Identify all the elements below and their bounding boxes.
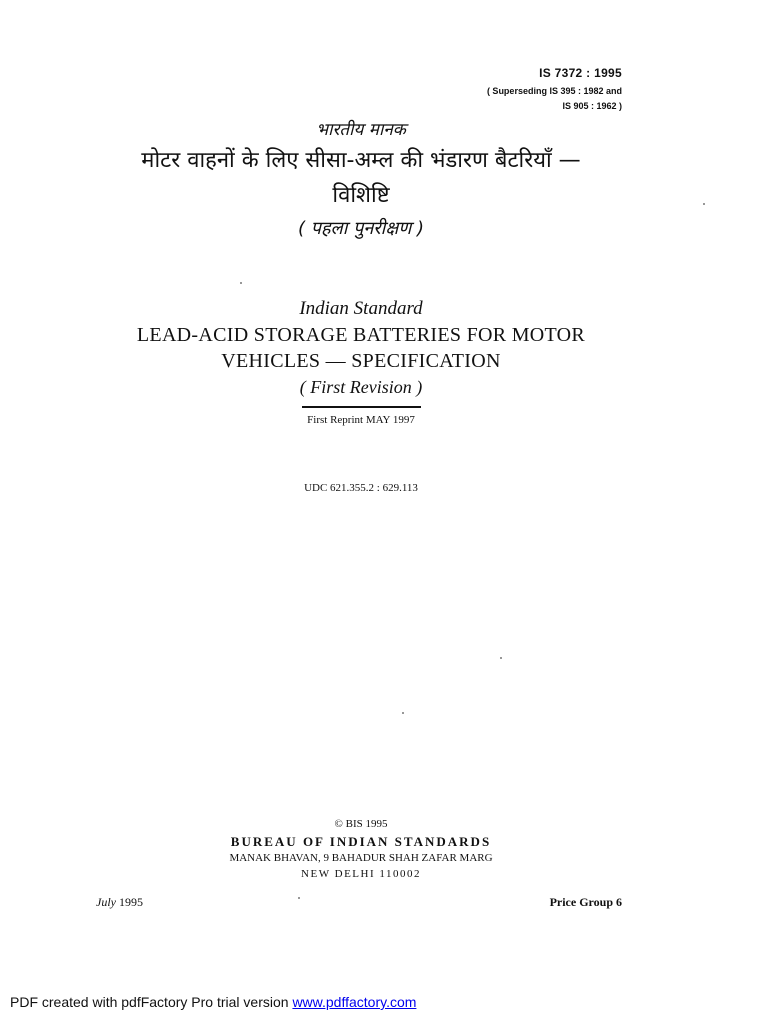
copyright-line: © BIS 1995 xyxy=(334,818,388,830)
pdf-footer xyxy=(10,994,416,1010)
english-title-line-2: VEHICLES — SPECIFICATION xyxy=(221,350,501,372)
english-revision: ( First Revision ) xyxy=(299,377,423,397)
hindi-revision: ( पहला पुनरीक्षण ) xyxy=(297,218,424,239)
hindi-title-line-2: विशिष्टि xyxy=(332,183,390,208)
english-title-line-1: LEAD-ACID STORAGE BATTERIES FOR MOTOR xyxy=(136,324,586,346)
price-group: Price Group 6 xyxy=(549,895,622,909)
scan-speck xyxy=(240,282,242,284)
reprint-note: First Reprint MAY 1997 xyxy=(307,414,415,426)
publisher-address: MANAK BHAVAN, 9 BAHADUR SHAH ZAFAR MARG xyxy=(229,852,493,864)
revision-divider xyxy=(302,406,421,408)
scan-speck xyxy=(402,712,404,714)
scan-speck xyxy=(500,657,502,659)
supersedes-line-2: IS 905 : 1962 ) xyxy=(562,101,622,111)
publication-date xyxy=(96,895,143,910)
udc-code: UDC 621.355.2 : 629.113 xyxy=(304,482,418,494)
pdffactory-link[interactable]: www.pdffactory.com xyxy=(292,994,417,1010)
hindi-standard-label: भारतीय मानक xyxy=(316,120,406,140)
publication-month: July xyxy=(96,895,116,909)
publisher-city: NEW DELHI 110002 xyxy=(301,868,421,880)
publication-year: 1995 xyxy=(119,895,143,909)
supersedes-line-1: ( Superseding IS 395 : 1982 and xyxy=(486,86,622,96)
publisher-name: BUREAU OF INDIAN STANDARDS xyxy=(230,834,492,849)
pdf-footer-text: PDF created with pdfFactory Pro trial version xyxy=(10,994,293,1010)
hindi-title-line-1: मोटर वाहनों के लिए सीसा-अम्ल की भंडारण बैटरियाँ — xyxy=(141,148,581,173)
standard-number: IS 7372 : 1995 xyxy=(539,66,622,80)
scan-speck xyxy=(703,203,705,205)
english-standard-label: Indian Standard xyxy=(299,298,423,319)
scan-speck xyxy=(298,897,300,899)
